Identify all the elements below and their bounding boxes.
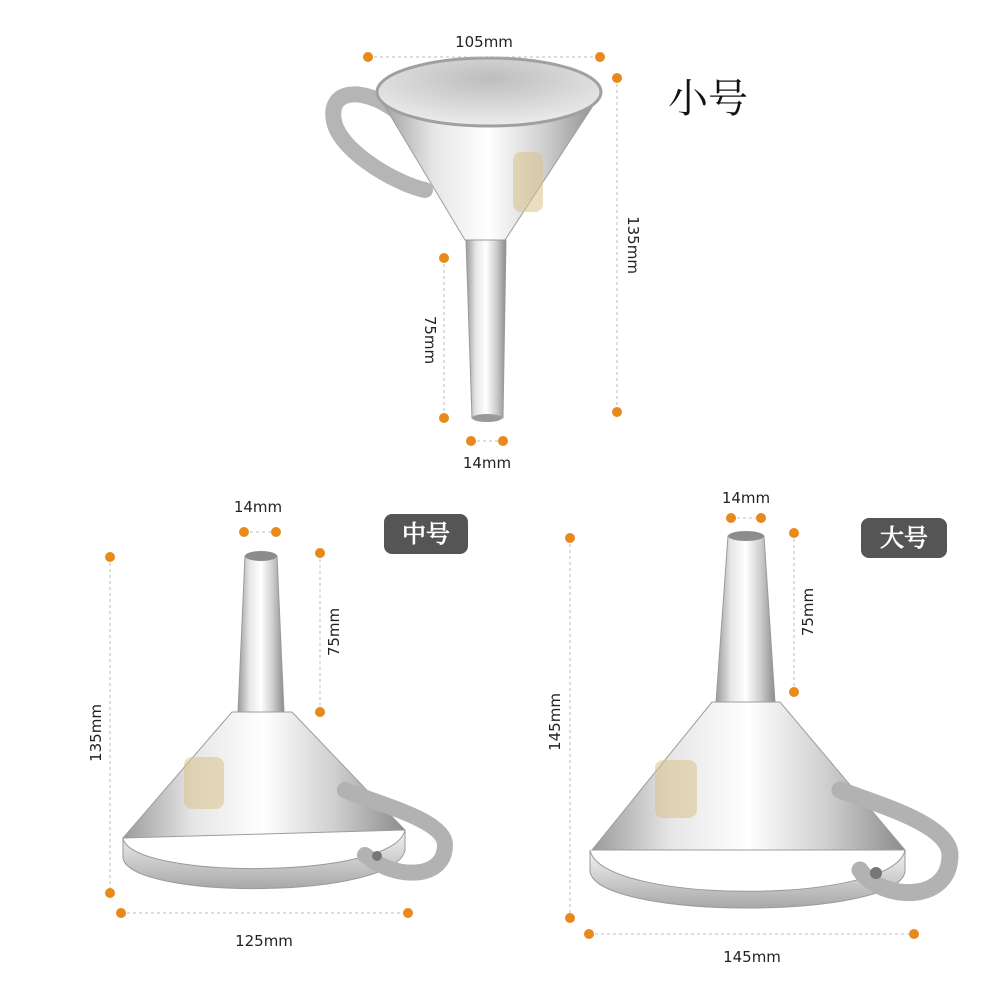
dimension-marker xyxy=(239,527,249,537)
dimension-marker xyxy=(565,913,575,923)
dimension-marker xyxy=(105,552,115,562)
dimension-marker xyxy=(584,929,594,939)
dimension-marker xyxy=(439,413,449,423)
large-funnel-spout xyxy=(716,536,775,702)
large-funnel-logo-sticker xyxy=(655,760,697,818)
small-funnel-spout xyxy=(466,240,506,418)
medium-funnel-logo-sticker xyxy=(184,757,224,809)
large-spout-diameter-label: 14mm xyxy=(721,489,771,507)
small-height-label: 135mm xyxy=(624,216,642,274)
dimension-marker xyxy=(789,528,799,538)
dimension-marker xyxy=(439,253,449,263)
dimension-marker xyxy=(498,436,508,446)
small-top-width-label: 105mm xyxy=(455,33,513,51)
medium-spout-diameter-label: 14mm xyxy=(233,498,283,516)
large-spout-length-label: 75mm xyxy=(799,587,817,637)
small-spout-diameter-label: 14mm xyxy=(462,454,512,472)
dimension-marker xyxy=(756,513,766,523)
large-funnel xyxy=(590,531,950,908)
large-size-label: 大号 xyxy=(880,524,928,552)
small-funnel-rim xyxy=(377,58,601,126)
dimension-marker xyxy=(403,908,413,918)
medium-funnel-cone xyxy=(123,712,405,838)
medium-funnel-spout xyxy=(238,556,284,712)
dimension-marker xyxy=(595,52,605,62)
large-size-badge xyxy=(861,518,947,558)
small-funnel-logo-sticker xyxy=(513,152,543,212)
dimension-marker xyxy=(909,929,919,939)
medium-top-width-label: 125mm xyxy=(235,932,293,950)
dimension-marker xyxy=(612,73,622,83)
dimension-marker xyxy=(363,52,373,62)
dimension-marker xyxy=(315,707,325,717)
dimension-marker xyxy=(116,908,126,918)
large-height-label: 145mm xyxy=(546,693,564,751)
large-top-width-label: 145mm xyxy=(723,948,781,966)
dimension-marker xyxy=(612,407,622,417)
dimension-marker xyxy=(271,527,281,537)
small-funnel xyxy=(333,58,601,422)
medium-funnel xyxy=(123,551,445,889)
dimension-marker xyxy=(726,513,736,523)
medium-height-label: 135mm xyxy=(87,704,105,762)
medium-spout-length-label: 75mm xyxy=(325,607,343,657)
dimension-marker xyxy=(565,533,575,543)
medium-size-badge xyxy=(384,514,468,554)
dimension-marker xyxy=(789,687,799,697)
dimension-marker xyxy=(466,436,476,446)
dimension-marker xyxy=(315,548,325,558)
dimension-marker xyxy=(105,888,115,898)
small-size-label: 小号 xyxy=(668,76,748,122)
small-spout-length-label: 75mm xyxy=(421,315,439,365)
large-funnel-cone xyxy=(592,702,905,850)
medium-size-label: 中号 xyxy=(402,520,450,548)
